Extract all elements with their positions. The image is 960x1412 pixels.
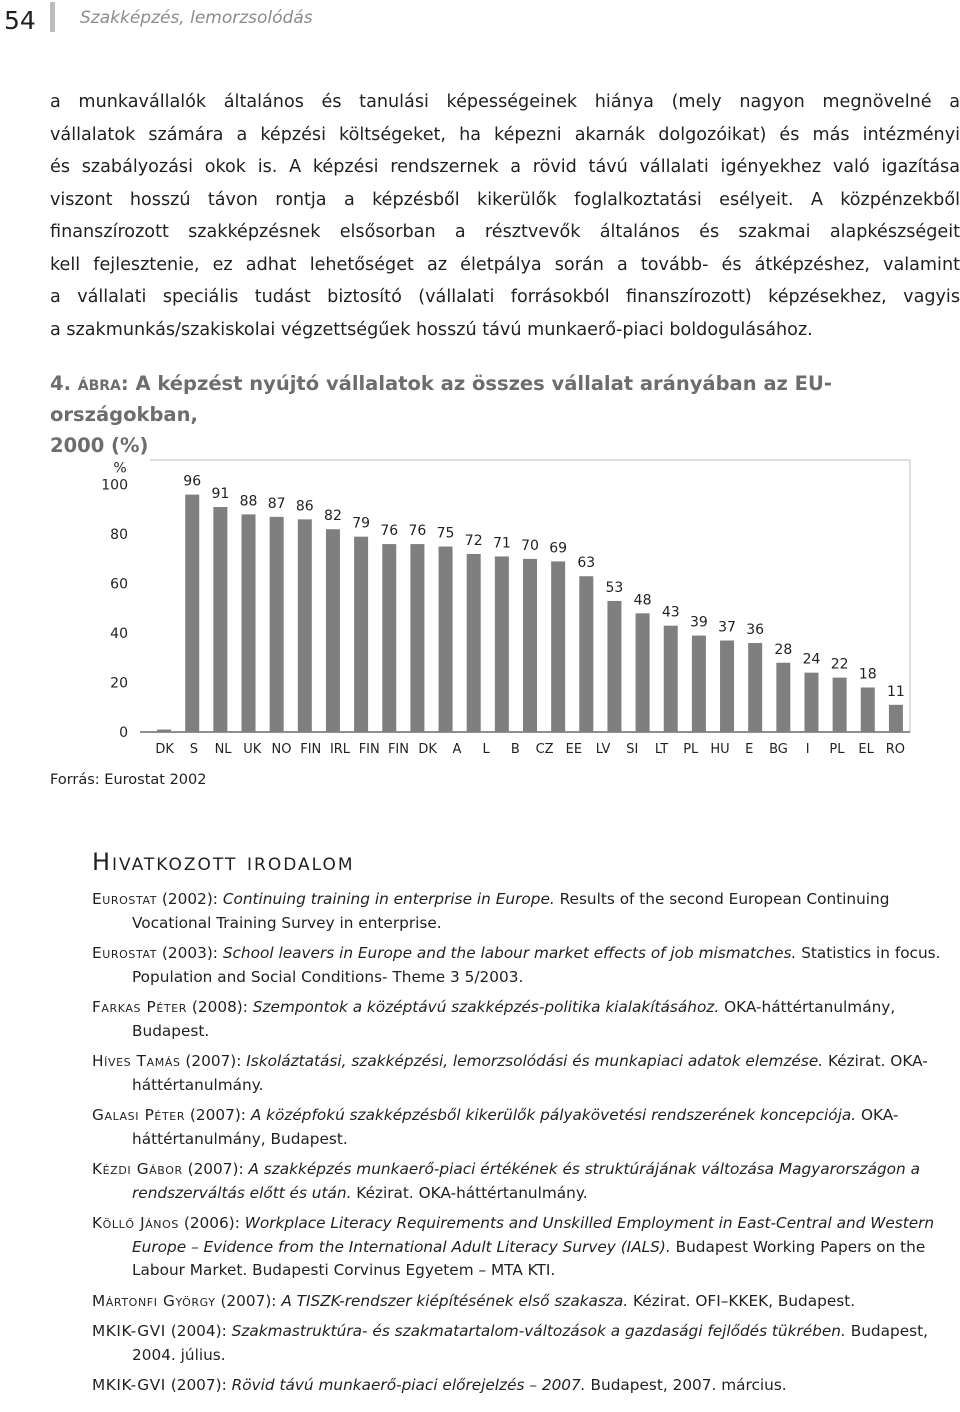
bar [636, 613, 650, 732]
bar-value-label: 71 [492, 535, 511, 552]
bar [270, 517, 284, 732]
body-line: vállalatok számára a képzési költségeket, ha képezni akarnák dolgozóikat) és más intézményi [50, 124, 960, 145]
reference-title: Rövid távú munkaerő-piaci előrejelzés – 2007. [231, 1376, 586, 1394]
reference-title: A szakképzés munkaerő-piaci értékének és struktúrájának változása Magyarországon a rendszerváltás előtt és után. [132, 1160, 920, 1202]
bar-value-label: 36 [746, 621, 765, 638]
reference-item [92, 1104, 958, 1151]
bar-value-label: 76 [408, 523, 427, 540]
reference-author: Eurostat [92, 944, 158, 962]
y-tick-label: 20 [110, 675, 128, 692]
bar-value-label: 91 [211, 485, 230, 502]
bar-value-label: 88 [239, 493, 258, 510]
reference-title: A középfokú szakképzésből kikerülők pályakövetési rendszerének koncepciója. [250, 1106, 857, 1124]
x-tick-label: PL [829, 742, 845, 757]
bar-value-label: 39 [689, 614, 708, 631]
reference-details: Budapest, 2007. március. [585, 1376, 787, 1394]
y-tick-label: 40 [110, 626, 128, 643]
reference-item [92, 888, 958, 935]
bar [692, 636, 706, 732]
x-tick-label: E [745, 742, 754, 757]
bar [664, 626, 678, 732]
x-tick-label: HU [710, 742, 730, 757]
references-heading: Hivatkozott irodalom [92, 848, 355, 876]
reference-title: Continuing training in enterprise in Europe. [222, 890, 555, 908]
reference-item [92, 1320, 958, 1367]
reference-item [92, 1158, 958, 1205]
x-tick-label: DK [155, 742, 174, 757]
bar [720, 641, 734, 732]
bar-value-label: 11 [887, 683, 905, 700]
y-unit-label: % [113, 460, 127, 477]
x-tick-label: FIN [387, 742, 409, 757]
bar-value-label: 96 [183, 473, 202, 490]
bar-chart [0, 440, 960, 790]
reference-year: (2007): [185, 1106, 251, 1124]
body-paragraph [50, 86, 960, 346]
x-tick-label: UK [243, 742, 262, 757]
bar [382, 544, 396, 732]
x-tick-label: CZ [535, 742, 554, 757]
reference-item [92, 1212, 958, 1283]
reference-year: (2007): [180, 1052, 247, 1070]
x-tick-label: LV [595, 742, 611, 757]
reference-details: Kézirat. OFI–KKEK, Budapest. [628, 1291, 856, 1310]
bar [748, 643, 762, 732]
reference-details: Statistics in focus. Population and Social Conditions- Theme 3 5/2003. [132, 944, 941, 986]
bar [551, 561, 565, 732]
reference-item [92, 1290, 958, 1314]
chart-svg [0, 440, 960, 770]
x-tick-label: NO [271, 742, 292, 757]
body-line: a vállalati speciális tudást biztosító (vállalati forrásokból finanszírozott) képzésekhez, vagyis [50, 287, 960, 307]
reference-details: Budapest, 2004. július. [132, 1322, 928, 1364]
x-tick-label: BG [769, 742, 788, 757]
reference-details: Results of the second European Continuing Vocational Training Survey in enterprise. [132, 890, 890, 932]
bar [326, 529, 340, 732]
bar-value-label: 43 [661, 604, 680, 621]
x-tick-label: IRL [329, 742, 351, 757]
bar-value-label: 70 [521, 537, 539, 554]
bar [467, 554, 481, 732]
bar [185, 495, 199, 732]
bar [523, 559, 537, 732]
bar [833, 678, 847, 732]
bar-value-label: 87 [267, 495, 286, 512]
body-line: a szakmunkás/szakiskolai végzettségűek hosszú távú munkaerő-piaci boldogulásához. [50, 319, 813, 340]
figure-title-line1: A képzést nyújtó vállalatok az összes vállalat arányában az EU-országokban, [50, 372, 832, 426]
bar [298, 519, 312, 732]
bar [213, 507, 227, 732]
x-tick-label: S [189, 742, 198, 757]
bar [579, 576, 593, 732]
bar-value-label: 48 [633, 592, 652, 609]
bar [495, 556, 509, 732]
bar-value-label: 86 [295, 498, 314, 515]
bar [607, 601, 621, 732]
x-tick-label: EE [565, 742, 583, 757]
bar-value-label: 75 [436, 525, 455, 542]
reference-author: MKIK-GVI [92, 1376, 166, 1394]
x-tick-label: DK [418, 742, 437, 757]
reference-title: School leavers in Europe and the labour market effects of job mismatches. [222, 944, 797, 962]
bar [889, 705, 903, 732]
page-header [0, 0, 960, 40]
reference-author: Mártonfi György [92, 1291, 216, 1310]
body-line: és szabályozási okok is. A képzési rendszernek a rövid távú vállalati igényekhez való igazítása [50, 157, 960, 177]
reference-author: Kézdi Gábor [92, 1160, 183, 1178]
bar-value-label: 24 [802, 651, 821, 668]
reference-author: MKIK-GVI [92, 1322, 166, 1340]
figure-title-line2: 2000 (%) [50, 434, 149, 457]
y-tick-label: 100 [101, 477, 128, 494]
reference-year: (2007): [165, 1376, 232, 1394]
y-tick-label: 0 [119, 725, 128, 741]
bar [439, 547, 453, 732]
x-tick-label: SI [626, 742, 639, 757]
reference-year: (2002): [157, 890, 223, 908]
header-divider [50, 2, 55, 32]
bar-value-label: 22 [830, 656, 849, 673]
x-tick-label: I [805, 742, 810, 757]
reference-title: Szempontok a középtávú szakképzés-politika kialakításához. [252, 998, 720, 1016]
bar-value-label: 79 [352, 515, 371, 532]
bar-value-label: 82 [324, 508, 342, 525]
reference-author: Farkas Péter [92, 998, 188, 1016]
reference-item [92, 1050, 958, 1097]
x-tick-label: LT [654, 742, 669, 757]
page-number: 54 [4, 6, 36, 35]
x-tick-label: A [452, 742, 462, 757]
reference-year: (2007): [215, 1291, 282, 1310]
reference-item [92, 1374, 958, 1398]
body-line: a munkavállalók általános és tanulási képességeinek hiánya (mely nagyon megnövelné a [50, 92, 960, 112]
reference-details: Budapest Working Papers on the Labour Market. Budapesti Corvinus Egyetem – MTA KTI. [132, 1237, 926, 1279]
reference-details: OKA-háttértanulmány, Budapest. [132, 998, 896, 1040]
body-line: viszont hosszú távon rontja a képzésből kikerülők foglalkoztatási esélyeit. A közpénzekből [50, 189, 960, 210]
bar [242, 514, 256, 732]
bar-value-label: 37 [718, 619, 736, 636]
x-tick-label: PL [683, 742, 699, 757]
x-tick-label: NL [214, 742, 232, 757]
bar [776, 663, 790, 732]
x-tick-label: RO [885, 742, 906, 757]
reference-year: (2006): [178, 1214, 245, 1232]
bar [861, 687, 875, 732]
y-tick-label: 60 [110, 576, 128, 593]
reference-year: (2003): [157, 944, 223, 962]
x-tick-label: FIN [358, 742, 380, 757]
reference-author: Galasi Péter [92, 1106, 186, 1124]
reference-year: (2008): [187, 998, 253, 1016]
bar [354, 537, 368, 732]
y-tick-label: 80 [110, 527, 128, 544]
bar [157, 730, 171, 732]
x-tick-label: FIN [300, 742, 322, 757]
reference-item [92, 942, 958, 989]
x-tick-label: EL [858, 742, 874, 757]
reference-year: (2004): [165, 1322, 232, 1340]
reference-details: Kézirat. OKA-háttértanulmány. [132, 1052, 928, 1094]
running-head: Szakképzés, lemorzsolódás [80, 8, 313, 28]
body-line: kell fejlesztenie, ez adhat lehetőséget az életpálya során a tovább- és átképzéshez, valamint [50, 254, 960, 275]
x-tick-label: L [482, 742, 490, 757]
bar-value-label: 76 [380, 523, 399, 540]
reference-title: A TISZK-rendszer kiépítésének első szakasza. [281, 1291, 629, 1310]
reference-author: Eurostat [92, 890, 158, 908]
bar-value-label: 28 [774, 641, 793, 658]
figure-source: Forrás: Eurostat 2002 [50, 772, 207, 788]
bar-value-label: 63 [577, 555, 596, 572]
reference-title: Iskoláztatási, szakképzési, lemorzsolódási és munkapiaci adatok elemzése. [246, 1052, 824, 1070]
bar-value-label: 53 [605, 579, 624, 596]
references-list [92, 888, 958, 1405]
reference-author: Híves Tamás [92, 1052, 181, 1070]
bar [804, 673, 818, 732]
body-line: finanszírozott szakképzésnek elsősorban a résztvevők általános és szakmai alapkészségeit [50, 222, 960, 242]
reference-details: Kézirat. OKA-háttértanulmány. [351, 1183, 588, 1202]
reference-year: (2007): [182, 1160, 249, 1178]
bar-value-label: 69 [549, 540, 568, 557]
reference-title: Workplace Literacy Requirements and Unskilled Employment in East-Central and Western Europe – Evidence from the International Adult Literacy Survey (IALS). [132, 1214, 935, 1256]
bar-value-label: 72 [464, 532, 483, 549]
x-tick-label: B [510, 742, 520, 757]
bar [410, 544, 424, 732]
figure-number: 4. ábra: [50, 372, 129, 395]
bar-value-label: 18 [858, 666, 877, 683]
reference-item [92, 996, 958, 1043]
reference-author: Köllő János [92, 1214, 179, 1232]
reference-title: Szakmastruktúra- és szakmatartalom-változások a gazdasági fejlődés tükrében. [231, 1322, 846, 1340]
reference-details: OKA-háttértanulmány, Budapest. [132, 1106, 899, 1148]
